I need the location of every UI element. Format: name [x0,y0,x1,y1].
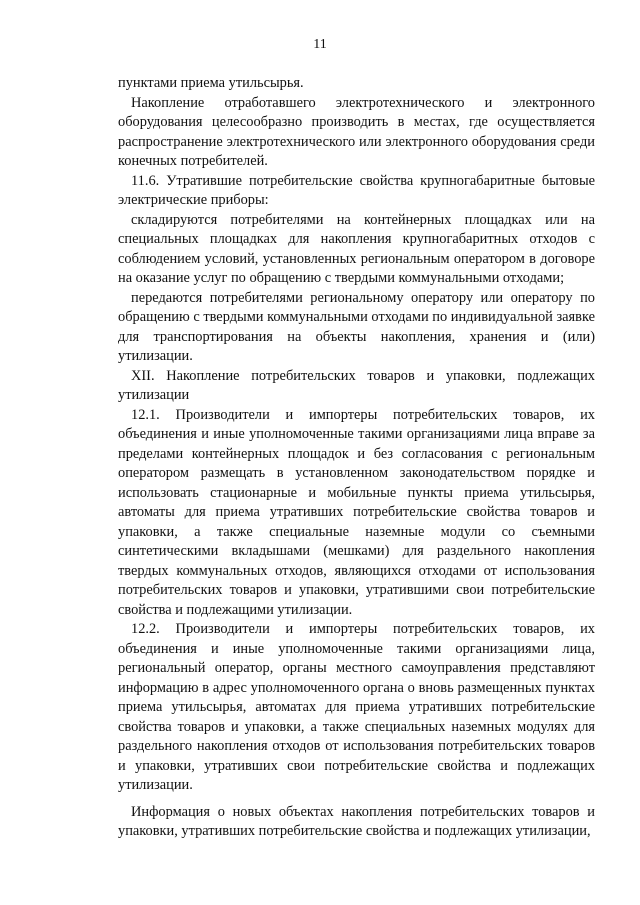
paragraph-12-2: 12.2. Производители и импортеры потребительских товаров, их объединения и иные уполномоченные такими организациями лица, региональный оператор, органы местного самоуправления представляют информацию в адрес уполномоченного органа о вновь размещенных пунктах приема утильсырья, автоматах для приема утративших потребительские свойства товаров и упаковки, а также специальных наземных модулях для раздельного накопления отходов от использования потребительских товаров и упаковки, утративших свои потребительские свойства и подлежащих утилизации. [118,621,595,793]
paragraph-storage-on-sites: складируются потребителями на контейнерных площадках или на специальных площадках для накопления крупногабаритных отходов с соблюдением условий, установленных региональным оператором в договоре на оказание услуг по обращению с твердыми коммунальными отходами; [118,211,595,286]
paragraph-12-1: 12.1. Производители и импортеры потребительских товаров, их объединения и иные уполномоченные такими организациями лица вправе за пределами контейнерных площадок и без согласования с региональным оператором размещать в установленном законодательством порядке и использовать стационарные и мобильные пункты приема утильсырья, автоматы для приема утративших потребительские свойства товаров и упаковки, а также специальные наземные модули со съемными синтетическими вкладышами (мешками) для раздельного накопления твердых коммунальных отходов, являющихся отходами от использования потребительских товаров и упаковки, утратившими свои потребительские свойства и подлежащими утилизации. [118,406,595,618]
paragraph-new-facilities-info: Информация о новых объектах накопления потребительских товаров и упаковки, утративших потребительские свойства и подлежащих утилизации, [118,803,595,839]
paragraph-electronics-accumulation: Накопление отработавшего электротехнического и электронного оборудования целесообразно производить в местах, где осуществляется распространение электротехнического или электронного оборудования среди конечных потребителей. [118,94,595,169]
document-body [118,74,595,842]
page-number: 11 [313,37,327,52]
paragraph-transfer-to-operator: передаются потребителями региональному оператору или оператору по обращению с твердыми коммунальными отходами по индивидуальной заявке для транспортирования на объекты накопления, хранения и (или) утилизации. [118,289,595,364]
paragraph-continuation: пунктами приема утильсырья. [118,75,304,91]
paragraph-11-6: 11.6. Утратившие потребительские свойства крупногабаритные бытовые электрические приборы: [118,172,595,208]
section-heading-xii: XII. Накопление потребительских товаров и упаковки, подлежащих утилизации [118,367,595,403]
